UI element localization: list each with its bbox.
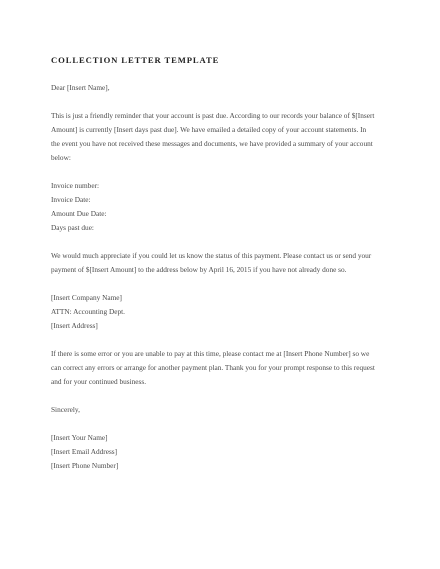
signature-phone: [Insert Phone Number] xyxy=(51,461,119,470)
paragraph1-line1: This is just a friendly reminder that your account is past due. According to our records your balance of $[Insert xyxy=(51,111,375,120)
summary-days-past-due: Days past due: xyxy=(51,223,94,232)
closing: Sincerely, xyxy=(51,405,80,414)
paragraph3-line3: and for your continued business. xyxy=(51,377,147,386)
signature-email: [Insert Email Address] xyxy=(51,447,118,456)
summary-invoice-number: Invoice number: xyxy=(51,181,100,190)
paragraph2-line1: We would much appreciate if you could let us know the status of this payment. Please contact us or send your xyxy=(51,251,372,260)
paragraph3-line1: If there is some error or you are unable to pay at this time, please contact me at [Insert Phone Number] so we xyxy=(51,349,370,358)
paragraph3-line2: can correct any errors or arrange for another payment plan. Thank you for your prompt response to this request xyxy=(51,363,375,372)
paragraph1-line2: Amount] is currently [Insert days past due]. We have emailed a detailed copy of your account statements. In xyxy=(51,125,367,134)
document-title: COLLECTION LETTER TEMPLATE xyxy=(51,55,220,65)
summary-invoice-date: Invoice Date: xyxy=(51,195,91,204)
signature-name: [Insert Your Name] xyxy=(51,433,108,442)
paragraph1-line4: below: xyxy=(51,153,71,162)
paragraph1-line3: the event you have not received these messages and documents, we have provided a summary of your account xyxy=(51,139,373,148)
address-company-name: [Insert Company Name] xyxy=(51,293,122,302)
address-attn: ATTN: Accounting Dept. xyxy=(51,307,125,316)
address-street: [Insert Address] xyxy=(51,321,98,330)
summary-amount-due-date: Amount Due Date: xyxy=(51,209,107,218)
paragraph2-line2: payment of $[Insert Amount] to the address below by April 16, 2015 if you have not already done so. xyxy=(51,265,347,274)
greeting: Dear [Insert Name], xyxy=(51,83,110,92)
